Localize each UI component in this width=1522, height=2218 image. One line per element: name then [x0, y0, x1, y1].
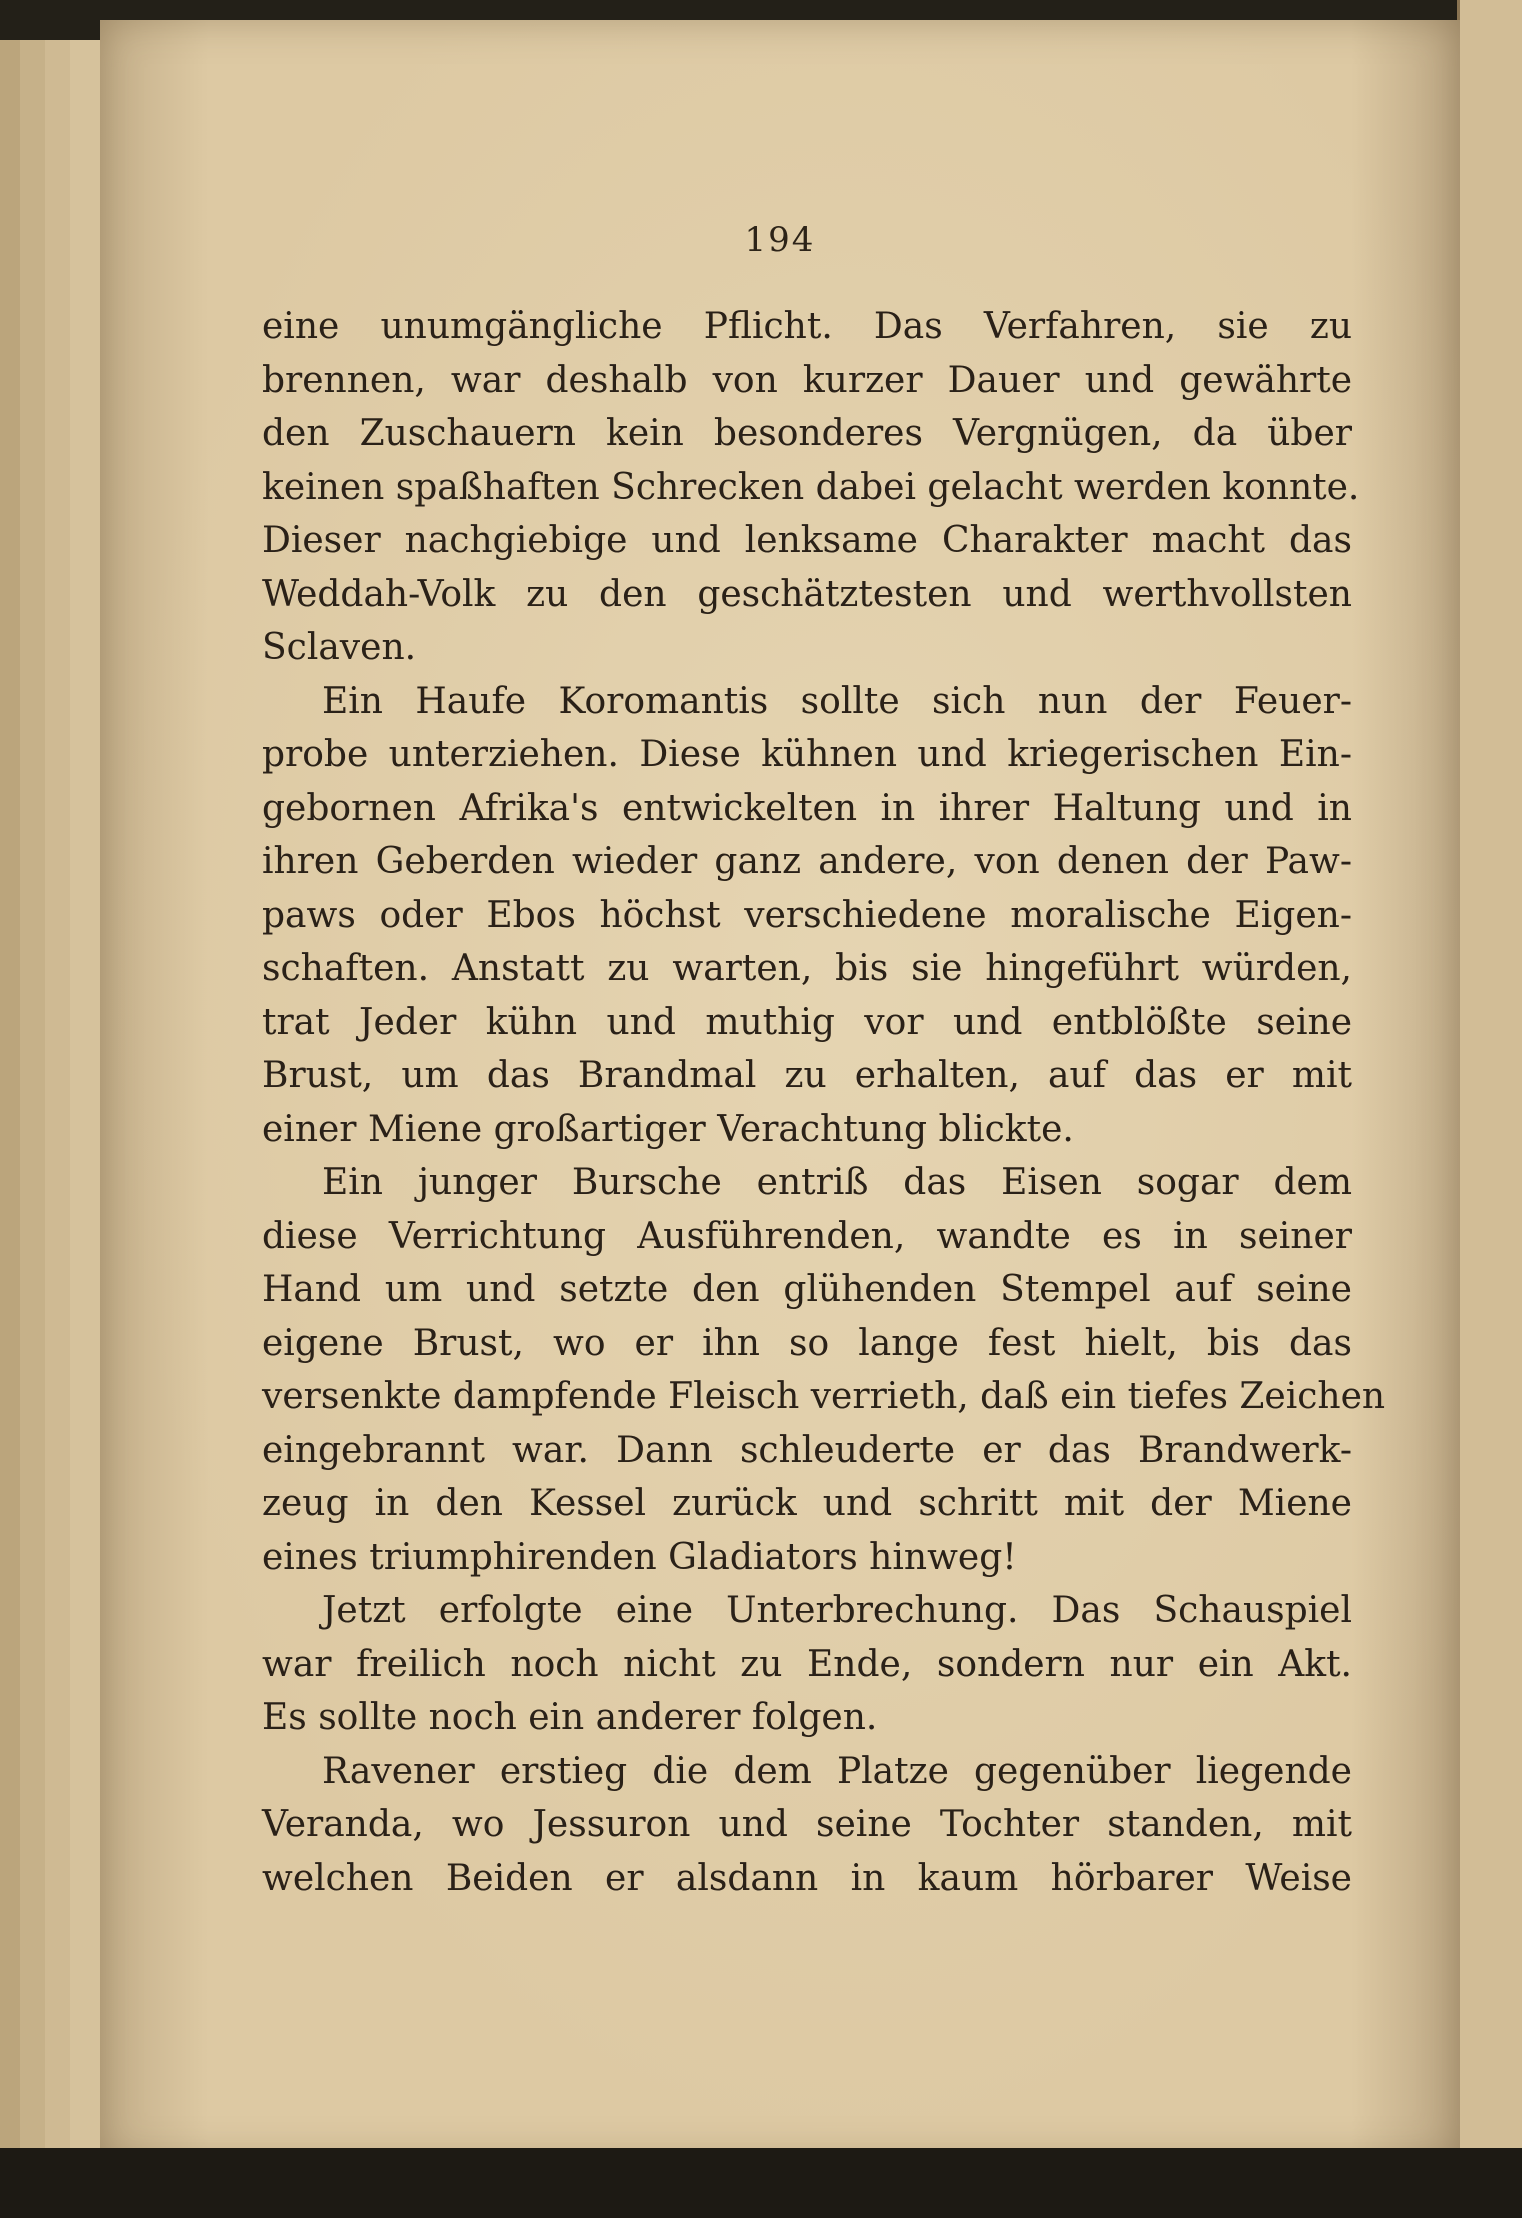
- bottom-shadow: [0, 2148, 1522, 2218]
- text-line: brennen, war deshalb von kurzer Dauer und gewährte: [262, 359, 1352, 401]
- text-line: paws oder Ebos höchst verschiedene moralische Eigen-: [262, 894, 1352, 936]
- right-page-leaf: [1457, 0, 1522, 2218]
- text-line: eingebrannt war. Dann schleuderte er das Brandwerk-: [262, 1429, 1352, 1471]
- page-text: [262, 300, 1386, 1905]
- text-line: Ein junger Bursche entriß das Eisen sogar dem: [322, 1162, 1352, 1203]
- text-line: gebornen Afrika's entwickelten in ihrer Haltung und in: [262, 787, 1352, 829]
- text-line: welchen Beiden er alsdann in kaum hörbarer Weise: [262, 1857, 1352, 1899]
- text-line: versenkte dampfende Fleisch verrieth, daß ein tiefes Zeichen: [262, 1376, 1386, 1417]
- text-line: trat Jeder kühn und muthig vor und entblößte seine: [262, 1001, 1352, 1043]
- text-line: probe unterziehen. Diese kühnen und kriegerischen Ein-: [262, 734, 1352, 775]
- text-line: war freilich noch nicht zu Ende, sondern nur ein Akt.: [262, 1643, 1352, 1685]
- text-line: Veranda, wo Jessuron und seine Tochter standen, mit: [262, 1804, 1352, 1845]
- text-line: Sclaven.: [262, 627, 417, 668]
- text-line: Es sollte noch ein anderer folgen.: [262, 1697, 878, 1738]
- text-line: Ravener erstieg die dem Platze gegenüber liegende: [322, 1750, 1352, 1792]
- text-line: diese Verrichtung Ausführenden, wandte es in seiner: [262, 1215, 1352, 1257]
- text-line: Hand um und setzte den glühenden Stempel auf seine: [262, 1269, 1352, 1310]
- text-line: einer Miene großartiger Verachtung blickte.: [262, 1108, 1074, 1150]
- text-line: zeug in den Kessel zurück und schritt mit der Miene: [262, 1483, 1352, 1524]
- text-line: eines triumphirenden Gladiators hinweg!: [262, 1536, 1017, 1578]
- text-line: eigene Brust, wo er ihn so lange fest hielt, bis das: [262, 1322, 1352, 1364]
- text-line: Weddah-Volk zu den geschätztesten und werthvollsten: [262, 573, 1352, 615]
- text-line: ihren Geberden wieder ganz andere, von denen der Paw-: [262, 841, 1352, 882]
- page-number: 194: [744, 220, 816, 260]
- text-line: Dieser nachgiebige und lenksame Charakter macht das: [262, 520, 1352, 561]
- text-line: Jetzt erfolgte eine Unterbrechung. Das Schauspiel: [322, 1590, 1352, 1631]
- text-line: keinen spaßhaften Schrecken dabei gelacht werden konnte.: [262, 466, 1360, 508]
- text-line: schaften. Anstatt zu warten, bis sie hingeführt würden,: [262, 948, 1352, 989]
- text-line: Ein Haufe Koromantis sollte sich nun der Feuer-: [322, 680, 1352, 722]
- text-line: Brust, um das Brandmal zu erhalten, auf das er mit: [262, 1055, 1352, 1096]
- text-line: den Zuschauern kein besonderes Vergnügen, da über: [262, 413, 1352, 454]
- text-line: eine unumgängliche Pflicht. Das Verfahren, sie zu: [262, 306, 1352, 347]
